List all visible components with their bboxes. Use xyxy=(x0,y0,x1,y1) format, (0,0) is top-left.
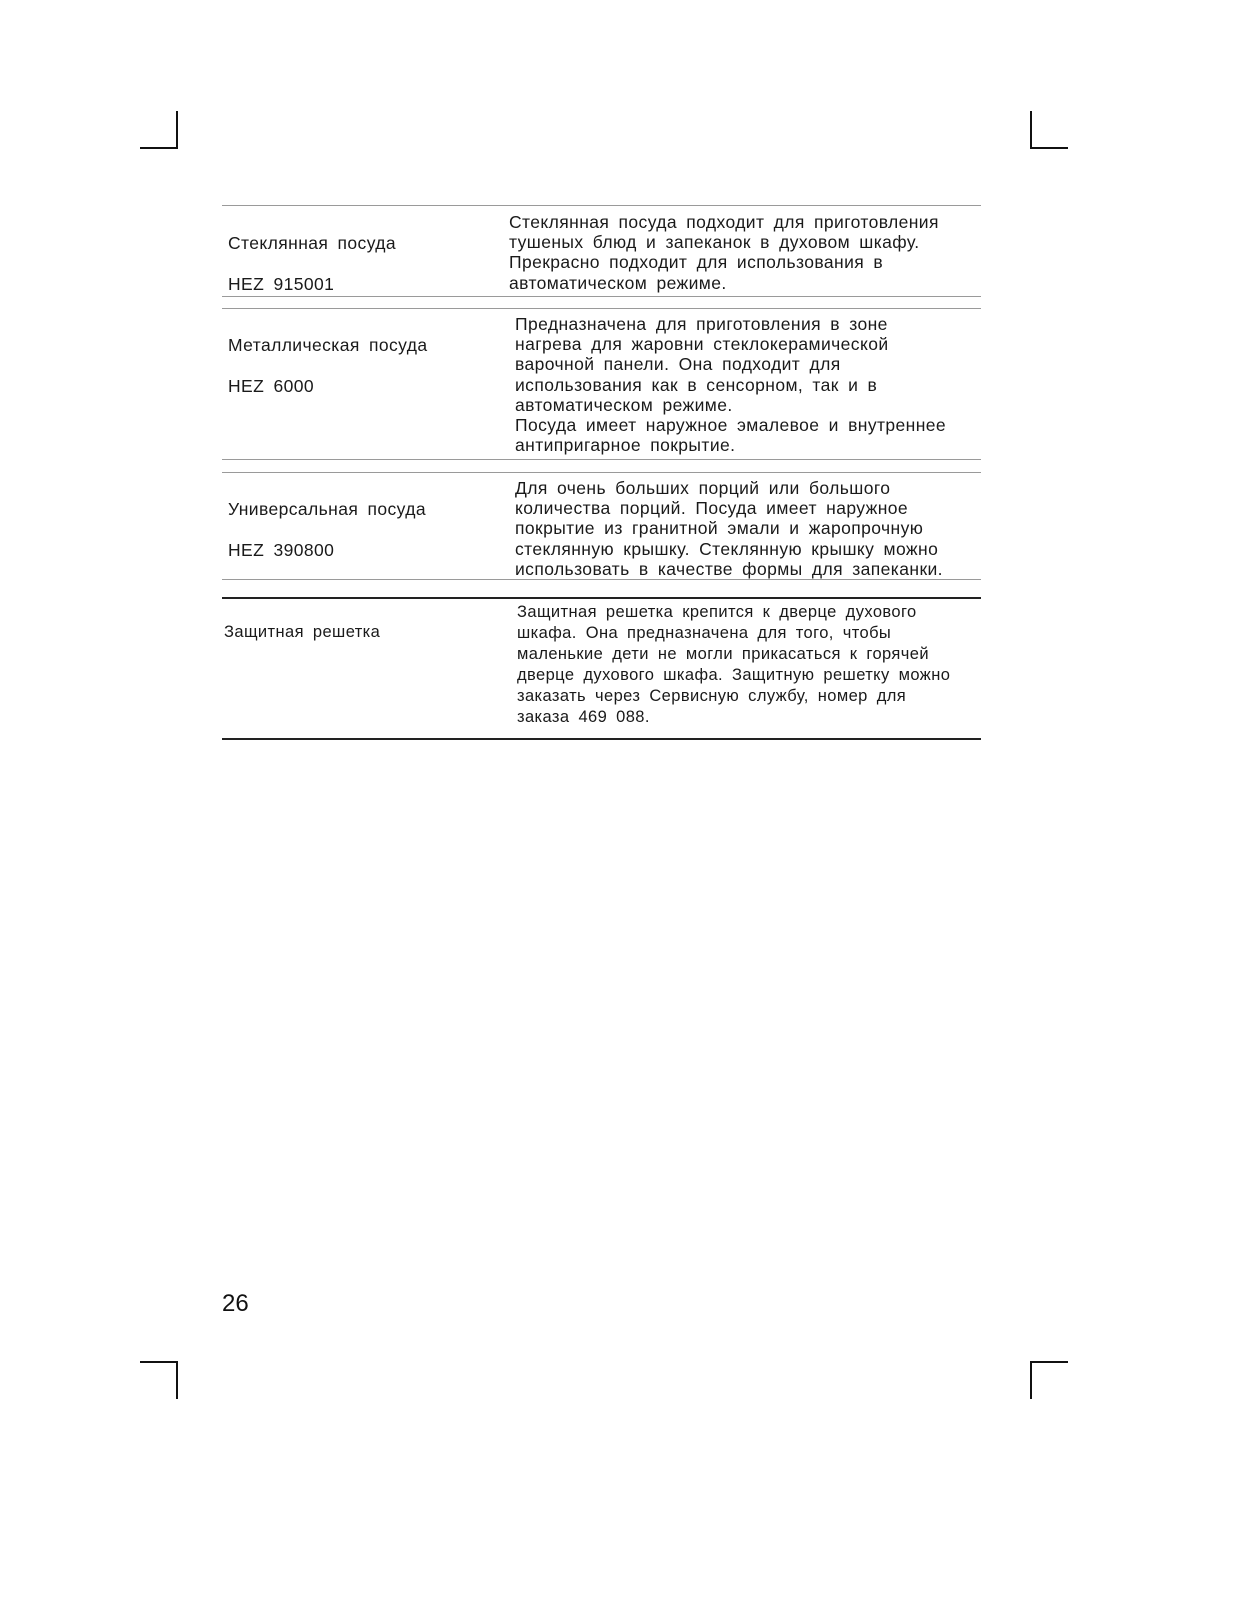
page-number: 26 xyxy=(222,1290,249,1317)
row-divider-bottom xyxy=(222,738,981,740)
row-divider-bottom xyxy=(222,296,981,297)
accessory-row-glass xyxy=(222,205,981,297)
accessory-name xyxy=(228,212,396,315)
accessory-title: Стеклянная посуда xyxy=(228,232,397,253)
crop-mark-bottom-left-horizontal xyxy=(140,1361,178,1363)
accessory-description: Предназначена для приготовления в зоне нагрева для жаровни стеклокерамической варочной панели. Она подходит для использования как в сенсорном, так и в автоматическом режиме. Посуда имеет наружное эмалевое и внутреннее антипригарное покрытие. xyxy=(515,314,947,456)
accessory-title: Защитная решетка xyxy=(224,623,381,641)
accessory-description: Стеклянная посуда подходит для приготовления тушеных блюд и запеканок в духовом шкафу. Прекрасно подходит для использования в автоматическом режиме. xyxy=(509,212,939,293)
crop-mark-bottom-right-horizontal xyxy=(1030,1361,1068,1363)
crop-mark-top-left-horizontal xyxy=(140,147,178,149)
row-divider-top xyxy=(222,205,981,206)
accessory-name xyxy=(228,314,427,417)
crop-mark-bottom-left-vertical xyxy=(176,1361,178,1399)
row-divider-top xyxy=(222,597,981,599)
accessory-code: HEZ 390800 xyxy=(228,539,335,560)
row-divider-bottom xyxy=(222,579,981,580)
accessory-code: HEZ 6000 xyxy=(228,375,314,396)
accessory-title: Металлическая посуда xyxy=(228,334,428,355)
accessory-row-metal xyxy=(222,308,981,460)
accessory-name xyxy=(228,478,426,581)
accessory-title: Универсальная посуда xyxy=(228,498,426,519)
crop-mark-top-right-horizontal xyxy=(1030,147,1068,149)
crop-mark-bottom-right-vertical xyxy=(1030,1361,1032,1399)
accessory-description: Для очень больших порций или большого количества порций. Посуда имеет наружное покрытие из гранитной эмали и жаропрочную стеклянную крышку. Стеклянную крышку можно использовать в качестве формы для запеканки. xyxy=(515,478,943,579)
accessory-row-guard xyxy=(222,597,981,739)
crop-mark-top-left-vertical xyxy=(176,111,178,149)
accessory-row-universal xyxy=(222,472,981,580)
accessory-code: HEZ 915001 xyxy=(228,273,335,294)
row-divider-top xyxy=(222,472,981,473)
accessory-name xyxy=(224,601,380,664)
accessory-description: Защитная решетка крепится к дверце духового шкафа. Она предназначена для того, чтобы маленькие дети не могли прикасаться к горячей дверце духового шкафа. Защитную решетку можно заказать через Сервисную службу, номер для заказа 469 088. xyxy=(517,603,951,726)
row-divider-bottom xyxy=(222,459,981,460)
crop-mark-top-right-vertical xyxy=(1030,111,1032,149)
row-divider-top xyxy=(222,308,981,309)
